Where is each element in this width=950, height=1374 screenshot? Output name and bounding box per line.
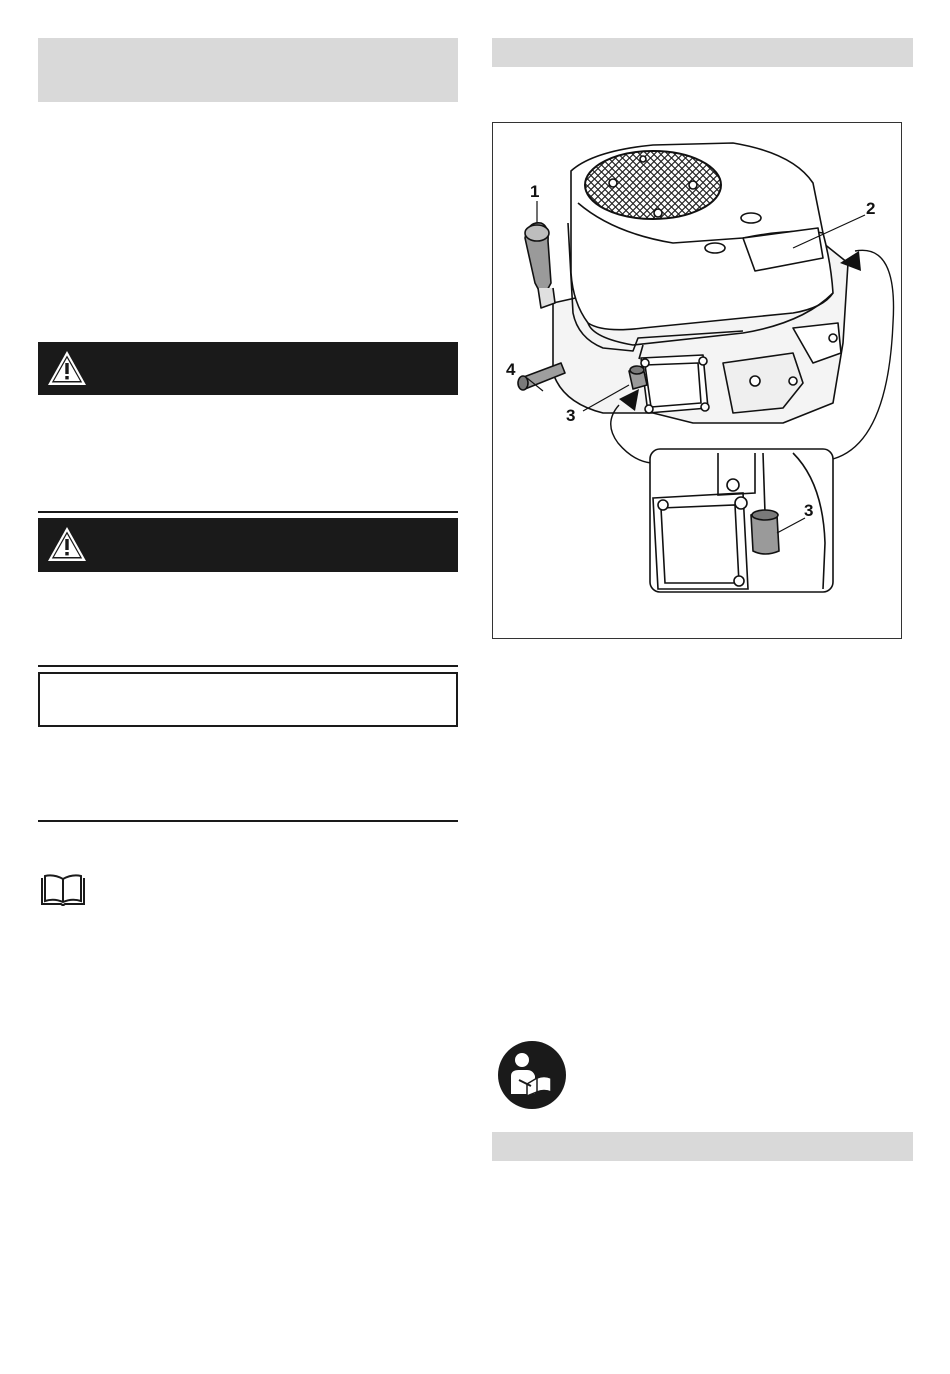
callout-3: 3 — [566, 406, 576, 425]
open-book-icon — [40, 874, 86, 908]
callout-2: 2 — [866, 199, 876, 218]
divider-rule-2 — [38, 665, 458, 667]
right-section-header-bottom — [492, 1132, 913, 1161]
warning-triangle-icon — [46, 348, 88, 388]
warning-bar-2 — [38, 518, 458, 572]
warning-triangle-icon — [46, 524, 88, 564]
callout-4: 4 — [506, 360, 516, 379]
engine-illustration — [493, 123, 903, 640]
right-section-header-top — [492, 38, 913, 67]
divider-rule-1 — [38, 511, 458, 513]
callout-1: 1 — [530, 182, 540, 201]
warning-bar-1 — [38, 342, 458, 395]
divider-rule-3 — [38, 820, 458, 822]
left-section-header — [38, 38, 458, 102]
callout-3-inset: 3 — [804, 501, 814, 520]
person-reading-manual-icon — [497, 1040, 567, 1110]
notice-box — [38, 672, 458, 727]
engine-figure — [492, 122, 902, 639]
